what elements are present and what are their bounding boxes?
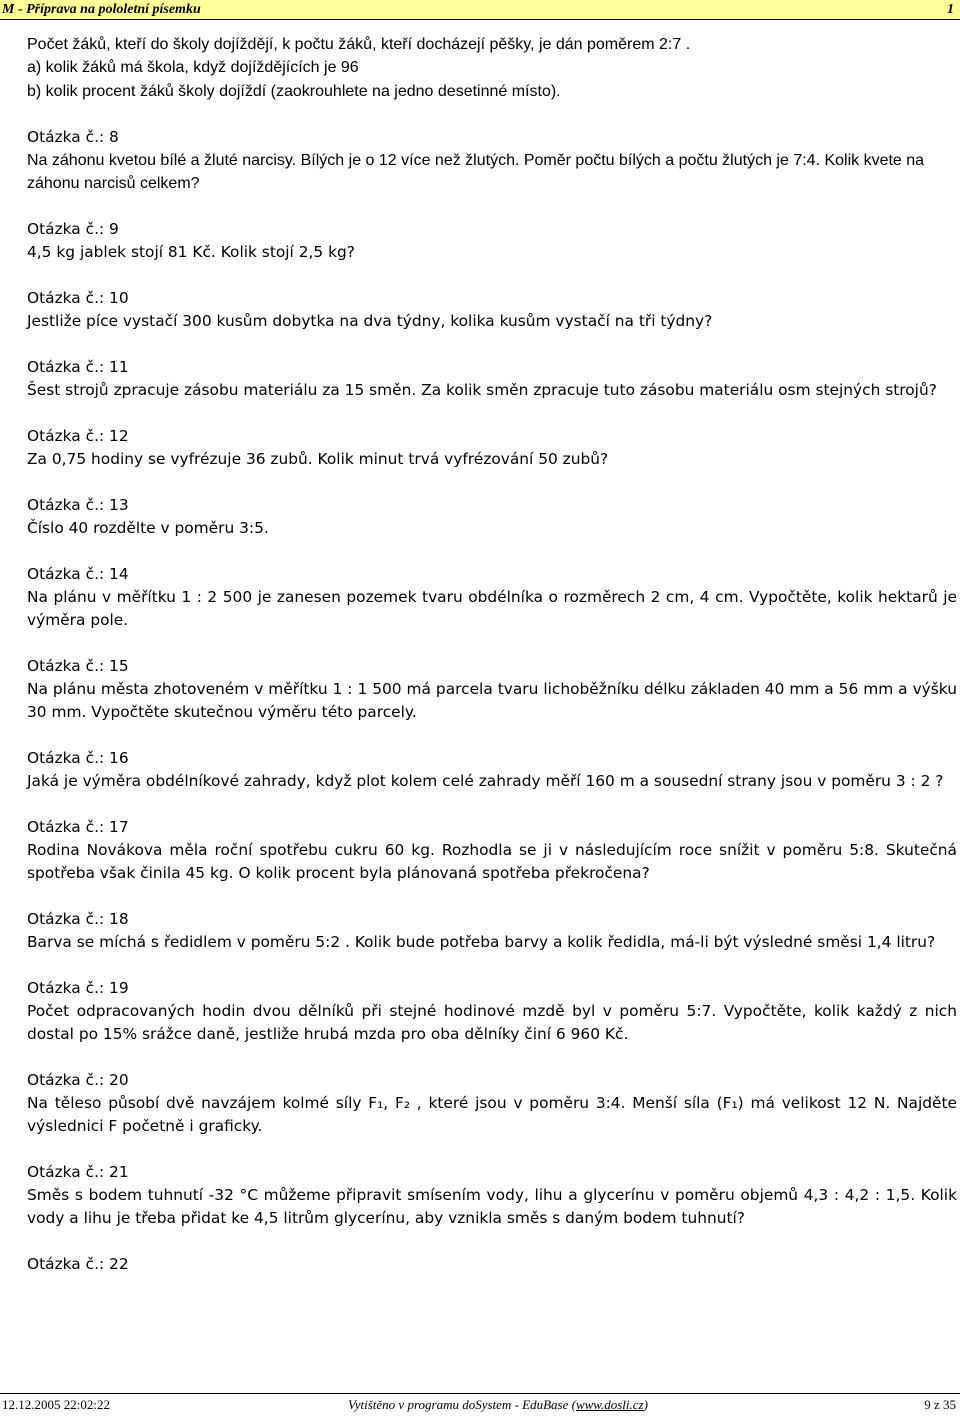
question-text: Barva se míchá s ředidlem v poměru 5:2 . Kolik bude potřeba barvy a kolik ředidla, má-li být výsledné směsi 1,4 litru? [27, 932, 936, 951]
intro-problem [27, 33, 957, 103]
question-text: Šest strojů zpracuje zásobu materiálu za 15 směn. Za kolik směn zpracuje tuto zásobu materiálu osm stejných strojů? [27, 380, 937, 399]
footer-datetime: 12.12.2005 22:02:22 [2, 1397, 110, 1412]
question-13 [27, 494, 957, 540]
question-text: Počet odpracovaných hodin dvou dělníků při stejné hodinové mzdě byl v poměru 5:7. Vypočtěte, kolik každý z nich dostal po 15% srážce daně, jestliže hrubá mzda pro oba dělníky činí 6 960 Kč. [27, 1001, 957, 1043]
question-8 [27, 126, 957, 195]
question-10 [27, 287, 957, 333]
footer-printed-suffix: ) [643, 1397, 648, 1412]
footer-link[interactable]: www.dosli.cz [575, 1397, 644, 1412]
question-12 [27, 425, 957, 471]
question-heading: Otázka č.: 12 [27, 426, 129, 445]
question-text: Na plánu města zhotoveném v měřítku 1 : 1 500 má parcela tvaru lichoběžníku délku základen 40 mm a 56 mm a výšku 30 mm. Vypočtěte skutečnou výměru této parcely. [27, 679, 957, 721]
question-heading: Otázka č.: 20 [27, 1070, 129, 1089]
question-heading: Otázka č.: 10 [27, 288, 129, 307]
question-text: Číslo 40 rozdělte v poměru 3:5. [27, 518, 269, 537]
question-text: Na plánu v měřítku 1 : 2 500 je zanesen pozemek tvaru obdélníka o rozměrech 2 cm, 4 cm. Vypočtěte, kolik hektarů je výměra pole. [27, 587, 957, 629]
question-text: Na záhonu kvetou bílé a žluté narcisy. Bílých je o 12 více než žlutých. Poměr počtu bílých a počtu žlutých je 7:4. Kolik kvete na záhonu narcisů celkem? [27, 151, 925, 192]
header-page-number: 1 [947, 2, 954, 17]
question-text: 4,5 kg jablek stojí 81 Kč. Kolik stojí 2,5 kg? [27, 242, 355, 261]
question-heading: Otázka č.: 19 [27, 978, 129, 997]
question-9 [27, 218, 957, 264]
question-16 [27, 747, 957, 793]
question-heading: Otázka č.: 15 [27, 656, 129, 675]
question-heading: Otázka č.: 11 [27, 357, 129, 376]
question-text: Na těleso působí dvě navzájem kolmé síly F₁, F₂ , které jsou v poměru 3:4. Menší síla (F₁) má velikost 12 N. Najděte výslednici F početně i graficky. [27, 1093, 957, 1135]
question-heading: Otázka č.: 8 [27, 127, 119, 146]
question-15 [27, 655, 957, 724]
question-text: Rodina Novákova měla roční spotřebu cukru 60 kg. Rozhodla se ji v následujícím roce snížit v poměru 5:8. Skutečná spotřeba však činila 45 kg. O kolik procent byla plánovaná spotřeba překročena? [27, 840, 957, 882]
question-22 [27, 1253, 957, 1276]
intro-line: a) kolik žáků má škola, když dojíždějících je 96 [27, 59, 359, 77]
document-body [27, 33, 957, 1299]
question-text: Směs s bodem tuhnutí -32 °C můžeme připravit smísením vody, lihu a glycerínu v poměru objemů 4,3 : 4,2 : 1,5. Kolik vody a lihu je třeba přidat ke 4,5 litrům glycerínu, aby vznikla směs s daným bodem tuhnutí? [27, 1185, 957, 1227]
question-18 [27, 908, 957, 954]
footer-page-count: 9 z 35 [924, 1397, 956, 1412]
question-heading: Otázka č.: 18 [27, 909, 129, 928]
question-heading: Otázka č.: 9 [27, 219, 119, 238]
question-21 [27, 1161, 957, 1230]
question-heading: Otázka č.: 13 [27, 495, 129, 514]
question-heading: Otázka č.: 22 [27, 1254, 129, 1273]
question-text: Jaká je výměra obdélníkové zahrady, když plot kolem celé zahrady měří 160 m a sousední strany jsou v poměru 3 : 2 ? [27, 771, 944, 790]
question-17 [27, 816, 957, 885]
question-heading: Otázka č.: 21 [27, 1162, 129, 1181]
question-heading: Otázka č.: 17 [27, 817, 129, 836]
page-footer [0, 1393, 960, 1416]
page-header [0, 0, 960, 20]
footer-printed-note [348, 1395, 648, 1415]
intro-line: b) kolik procent žáků školy dojíždí (zaokrouhlete na jedno desetinné místo). [27, 82, 561, 100]
question-heading: Otázka č.: 16 [27, 748, 129, 767]
question-text: Jestliže píce vystačí 300 kusům dobytka na dva týdny, kolika kusům vystačí na tři týdny? [27, 311, 713, 330]
question-text: Za 0,75 hodiny se vyfrézuje 36 zubů. Kolik minut trvá vyfrézování 50 zubů? [27, 449, 609, 468]
question-14 [27, 563, 957, 632]
question-heading: Otázka č.: 14 [27, 564, 129, 583]
question-20 [27, 1069, 957, 1138]
question-19 [27, 977, 957, 1046]
footer-printed-prefix: Vytištěno v programu doSystem - EduBase ( [348, 1397, 576, 1412]
question-11 [27, 356, 957, 402]
header-title: M - Příprava na pololetní písemku [2, 2, 201, 17]
intro-line: Počet žáků, kteří do školy dojíždějí, k počtu žáků, kteří docházejí pěšky, je dán poměrem 2:7 . [27, 36, 691, 53]
